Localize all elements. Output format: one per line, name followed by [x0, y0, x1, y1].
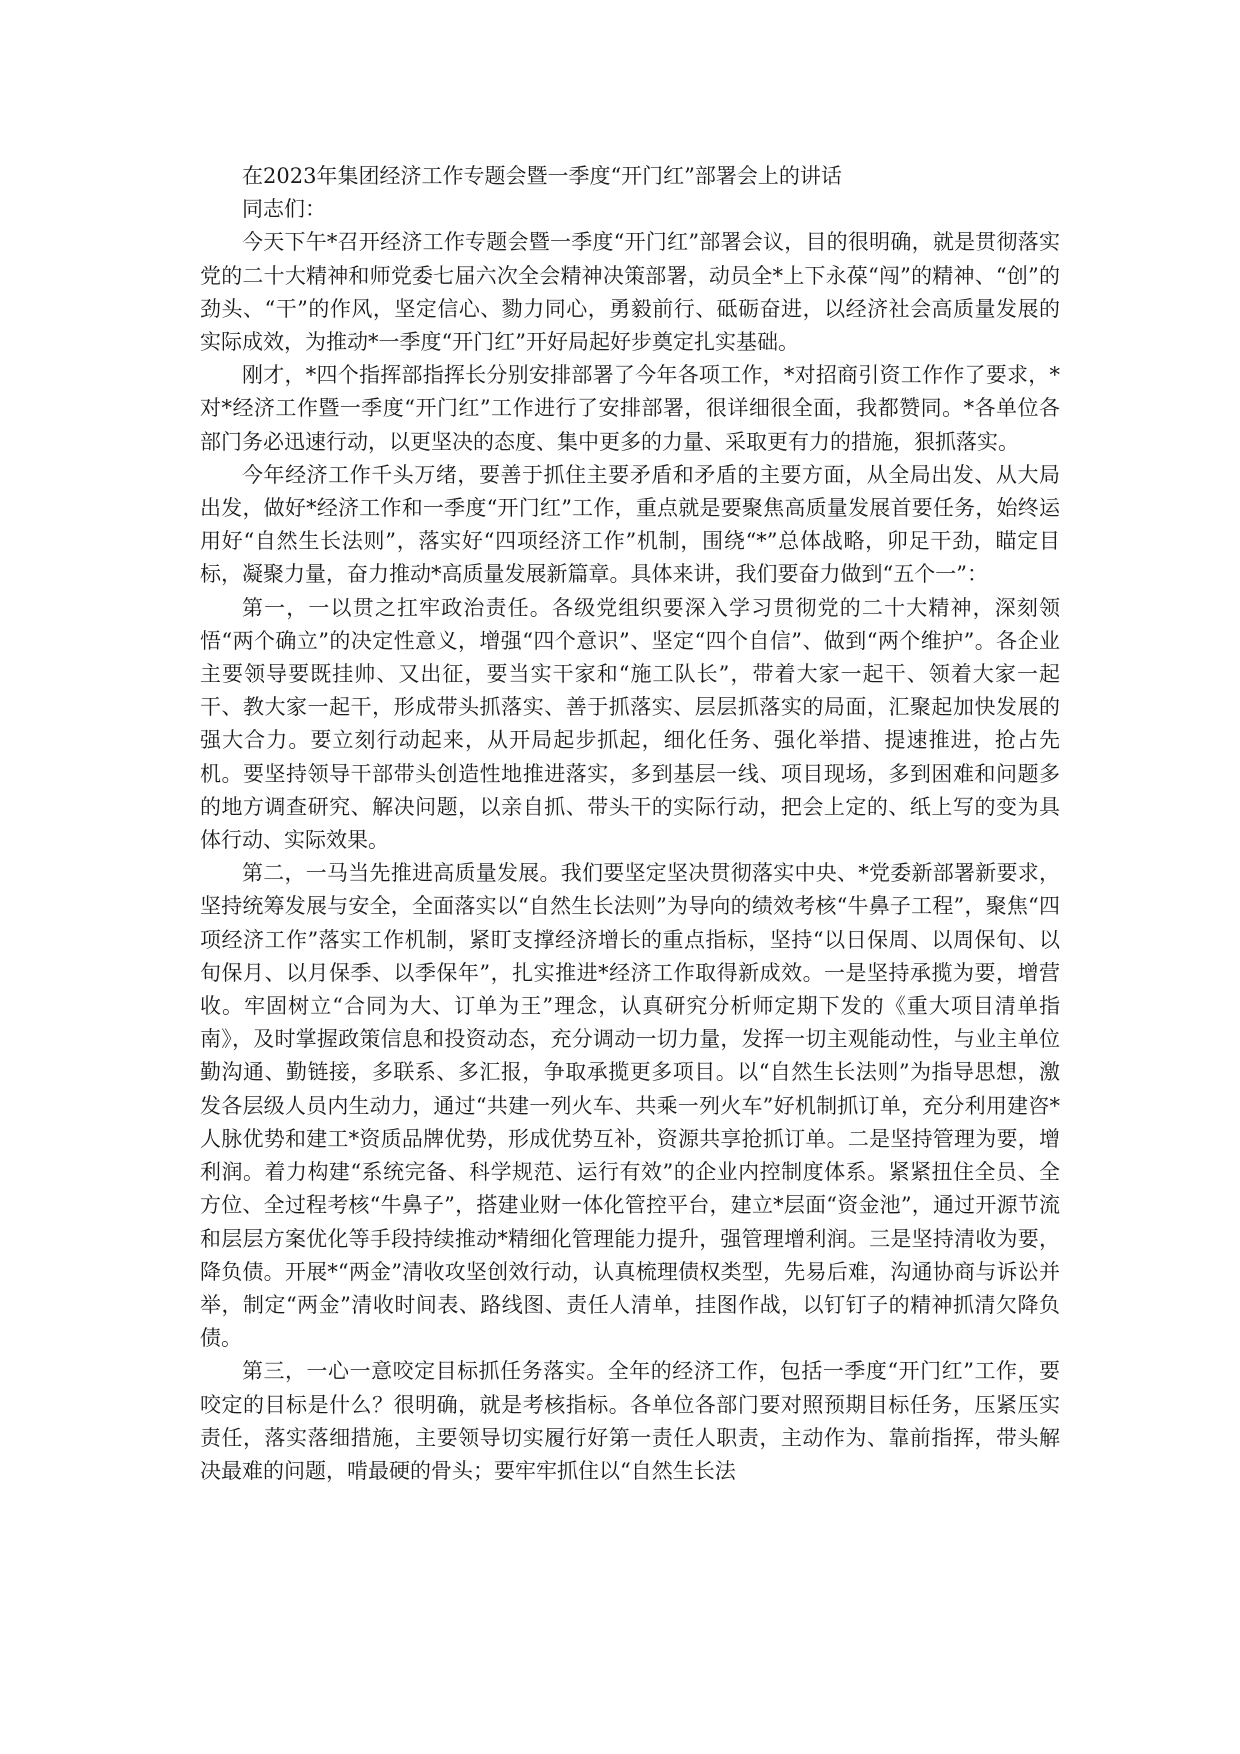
paragraph-third-point: 第三，一心一意咬定目标抓任务落实。全年的经济工作，包括一季度“开门红”工作，要咬定的目标是什么？很明确，就是考核指标。各单位各部门要对照预期目标任务，压紧压实责任，落实落细措施，主要领导切实履行好第一责任人职责，主动作为、靠前指挥，带头解决最难的问题，啃最硬的骨头；要牢牢抓住以“自然生长法 — [200, 1359, 1060, 1483]
paragraph-review: 刚才，*四个指挥部指挥长分别安排部署了今年各项工作，*对招商引资工作作了要求，*对*经济工作暨一季度“开门红”工作进行了安排部署，很详细很全面，我都赞同。*各单位各部门务必迅速行动，以更坚决的态度、集中更多的力量、采取更有力的措施，狠抓落实。 — [200, 363, 1060, 454]
salutation: 同志们： — [242, 197, 326, 222]
paragraph-first-point: 第一，一以贯之扛牢政治责任。各级党组织要深入学习贯彻党的二十大精神，深刻领悟“两个确立”的决定性意义，增强“四个意识”、坚定“四个自信”、做到“两个维护”。各企业主要领导要既挂帅、又出征，要当实干家和“施工队长”，带着大家一起干、领着大家一起干、教大家一起干，形成带头抓落实、善于抓落实、层层抓落实的局面，汇聚起加快发展的强大合力。要立刻行动起来，从开局起步抓起，细化任务、强化举措、提速推进，抢占先机。要坚持领导干部带头创造性地推进落实，多到基层一线、项目现场，多到困难和问题多的地方调查研究、解决问题，以亲自抓、带头干的实际行动，把会上定的、纸上写的变为具体行动、实际效果。 — [200, 595, 1060, 853]
document-body — [200, 160, 1060, 1488]
document-title: 在2023年集团经济工作专题会暨一季度“开门红”部署会上的讲话 — [242, 164, 842, 188]
paragraph-overview: 今年经济工作千头万绪，要善于抓住主要矛盾和矛盾的主要方面，从全局出发、从大局出发，做好*经济工作和一季度“开门红”工作，重点就是要聚焦高质量发展首要任务，始终运用好“自然生长法则”，落实好“四项经济工作”机制，围绕“*”总体战略，卯足干劲，瞄定目标，凝聚力量，奋力推动*高质量发展新篇章。具体来讲，我们要奋力做到“五个一”： — [200, 462, 1060, 587]
paragraph-second-point: 第二，一马当先推进高质量发展。我们要坚定坚决贯彻落实中央、*党委新部署新要求，坚持统筹发展与安全，全面落实以“自然生长法则”为导向的绩效考核“牛鼻子工程”，聚焦“四项经济工作”落实工作机制，紧盯支撑经济增长的重点指标，坚持“以日保周、以周保旬、以旬保月、以月保季、以季保年”，扎实推进*经济工作取得新成效。一是坚持承揽为要，增营收。牢固树立“合同为大、订单为王”理念，认真研究分析师定期下发的《重大项目清单指南》，及时掌握政策信息和投资动态，充分调动一切力量，发挥一切主观能动性，与业主单位勤沟通、勤链接，多联系、多汇报，争取承揽更多项目。以“自然生长法则”为指导思想，激发各层级人员内生动力，通过“共建一列火车、共乘一列火车”好机制抓订单，充分利用建咨*人脉优势和建工*资质品牌优势，形成优势互补，资源共享抢抓订单。二是坚持管理为要，增利润。着力构建“系统完备、科学规范、运行有效”的企业内控制度体系。紧紧扭住全员、全方位、全过程考核“牛鼻子”，搭建业财一体化管控平台，建立*层面“资金池”，通过开源节流和层层方案优化等手段持续推动*精细化管理能力提升，强管理增利润。三是坚持清收为要，降负债。开展*“两金”清收攻坚创效行动，认真梳理债权类型，先易后难，沟通协商与诉讼并举，制定“两金”清收时间表、路线图、责任人清单，挂图作战，以钉钉子的精神抓清欠降负债。 — [200, 861, 1060, 1351]
paragraph-opening: 今天下午*召开经济工作专题会暨一季度“开门红”部署会议，目的很明确，就是贯彻落实党的二十大精神和师党委七届六次全会精神决策部署，动员全*上下永葆“闯”的精神、“创”的劲头、“干”的作风，坚定信心、勠力同心，勇毅前行、砥砺奋进，以经济社会高质量发展的实际成效，为推动*一季度“开门红”开好局起好步奠定扎实基础。 — [200, 230, 1060, 355]
